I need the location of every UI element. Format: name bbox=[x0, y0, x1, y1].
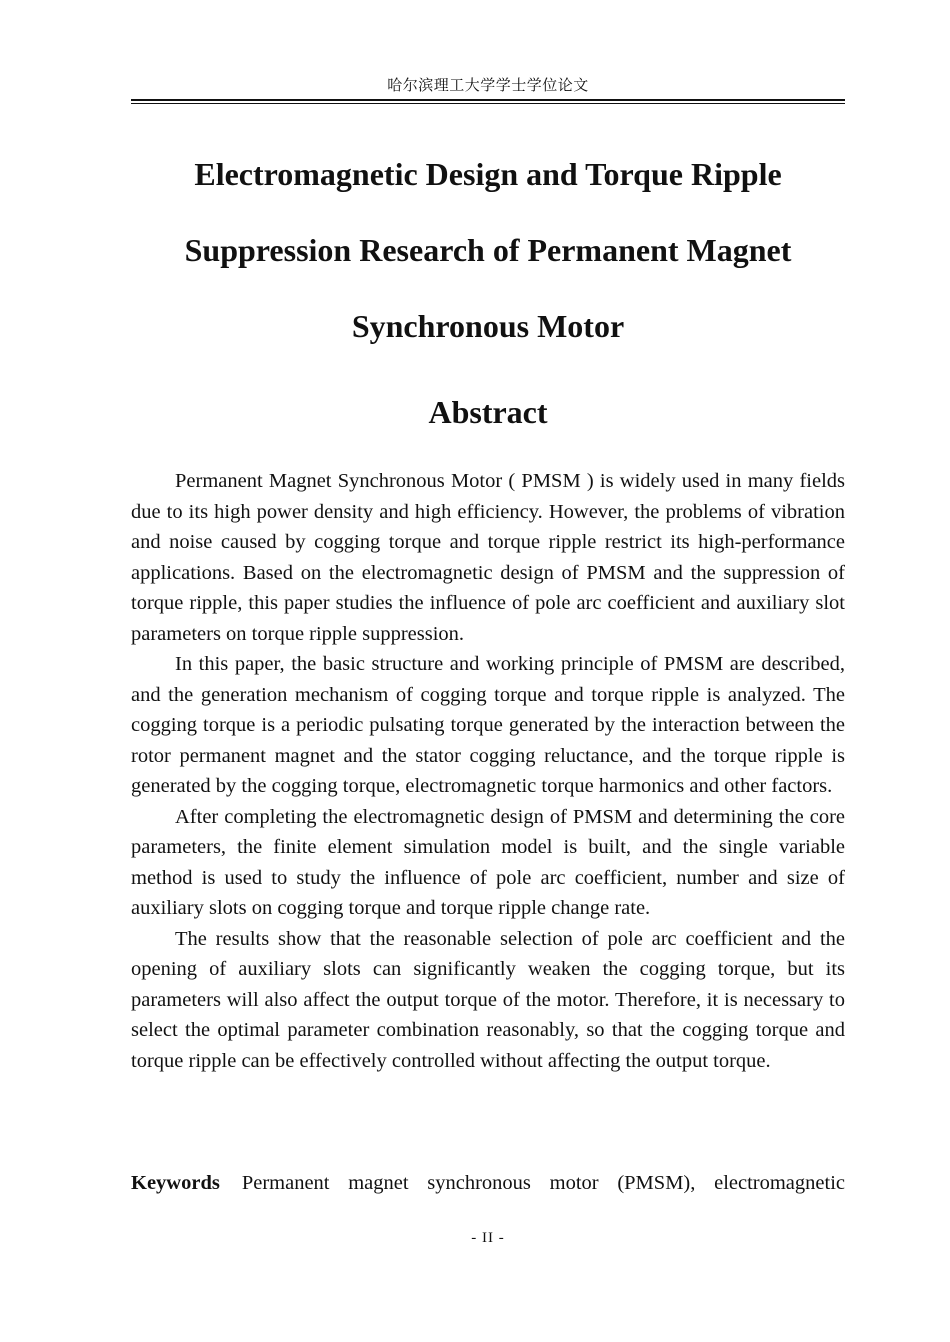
keywords-text: Permanent magnet synchronous motor (PMSM), electromagnetic bbox=[241, 1172, 845, 1194]
abstract-heading: Abstract bbox=[428, 394, 548, 430]
title-line-3: Synchronous Motor bbox=[351, 308, 625, 344]
abstract-paragraph-2: In this paper, the basic structure and working principle of PMSM are described, and the generation mechanism of cogging torque and torque ripple is analyzed. The cogging torque is a periodic pulsating torque generated by the interaction between the rotor permanent magnet and the stator cogging reluctance, and the torque ripple is generated by the cogging torque, electromagnetic torque harmonics and other factors. bbox=[131, 653, 845, 797]
title-line-2: Suppression Research of Permanent Magnet bbox=[184, 232, 792, 268]
header-rule-thick bbox=[131, 99, 845, 101]
keywords-label: Keywords bbox=[131, 1172, 220, 1194]
header-rule-thin bbox=[131, 103, 845, 104]
keywords-line bbox=[131, 1168, 845, 1199]
running-header: 哈尔滨理工大学学士学位论文 bbox=[387, 78, 589, 94]
abstract-body bbox=[131, 466, 845, 1076]
abstract-paragraph-3: After completing the electromagnetic design of PMSM and determining the core parameters, the finite element simulation model is built, and the single variable method is used to study the influence of pole arc coefficient, number and size of auxiliary slots on cogging torque and torque ripple change rate. bbox=[131, 805, 845, 919]
abstract-paragraph-4: The results show that the reasonable selection of pole arc coefficient and the opening of auxiliary slots can significantly weaken the cogging torque, but its parameters will also affect the output torque of the motor. Therefore, it is necessary to select the optimal parameter combination reasonably, so that the cogging torque and torque ripple can be effectively controlled without affecting the output torque. bbox=[131, 927, 845, 1072]
abstract-paragraph-1: Permanent Magnet Synchronous Motor ( PMSM ) is widely used in many fields due to its high power density and high efficiency. However, the problems of vibration and noise caused by cogging torque and torque ripple restrict its high-performance applications. Based on the electromagnetic design of PMSM and the suppression of torque ripple, this paper studies the influence of pole arc coefficient and auxiliary slot parameters on torque ripple suppression. bbox=[131, 470, 845, 645]
paper-title bbox=[131, 136, 845, 364]
title-line-1: Electromagnetic Design and Torque Ripple bbox=[194, 156, 782, 192]
page-number: - II - bbox=[471, 1230, 505, 1246]
